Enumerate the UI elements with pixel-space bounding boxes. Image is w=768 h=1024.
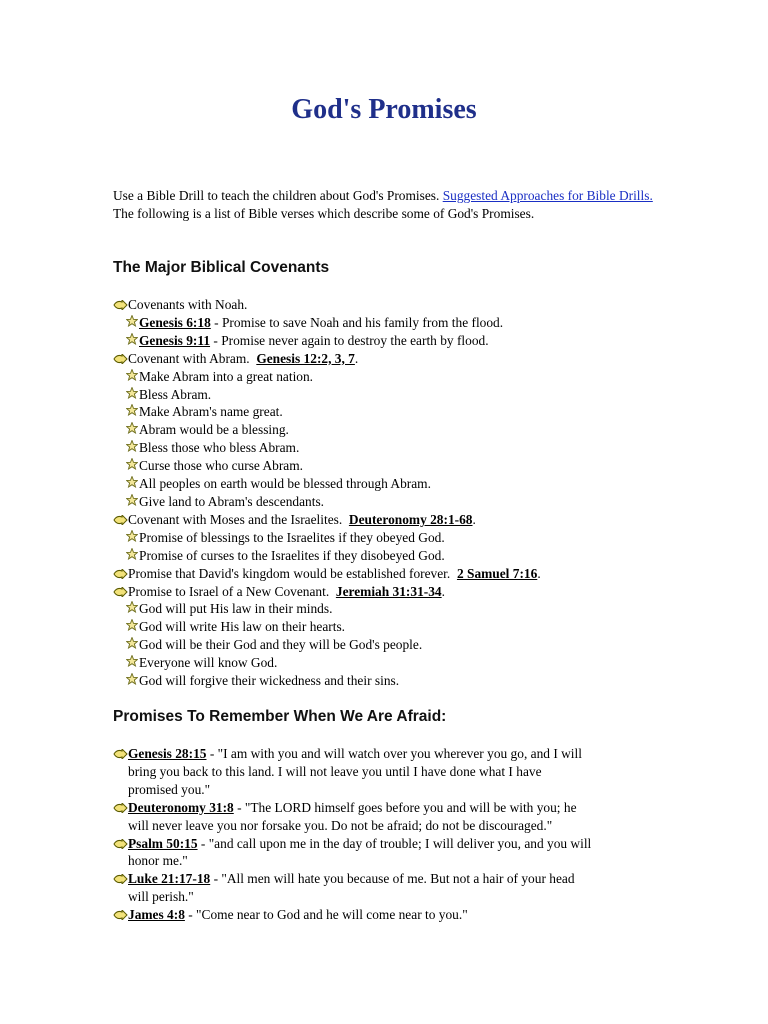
- verse-continuation: promised you.": [128, 781, 211, 797]
- verse-continuation: will perish.": [128, 889, 194, 905]
- verse-ref-link[interactable]: Jeremiah 31:31-34: [335, 583, 442, 599]
- list-item: Promise to Israel of a New Covenant. Jeremiah 31:31-34.: [113, 583, 658, 601]
- arrow-bullet-icon: [113, 354, 128, 364]
- arrow-bullet-icon: [113, 515, 128, 525]
- covenants-heading: The Major Biblical Covenants: [113, 259, 330, 276]
- list-item: Covenant with Abram. Genesis 12:2, 3, 7.: [113, 350, 658, 368]
- list-item: God will be their God and they will be God's people.: [113, 636, 658, 654]
- list-item: Genesis 9:11 - Promise never again to destroy the earth by flood.: [113, 332, 658, 350]
- arrow-bullet-icon: [113, 749, 128, 759]
- arrow-bullet-icon: [113, 300, 128, 310]
- list-item: Deuteronomy 31:8 - "The LORD himself goes before you and will be with you; he: [113, 799, 658, 817]
- list-item: Genesis 28:15 - "I am with you and will watch over you wherever you go, and I will: [113, 745, 658, 763]
- star-bullet-icon: [126, 548, 138, 560]
- verse-ref-link[interactable]: Deuteronomy 28:1-68: [348, 511, 473, 527]
- intro-paragraph: [113, 187, 658, 222]
- verse-ref-link[interactable]: Psalm 50:15: [128, 835, 198, 851]
- verse-ref-link[interactable]: Genesis 12:2, 3, 7: [256, 350, 355, 366]
- verse-ref-link[interactable]: Genesis 9:11: [139, 332, 211, 348]
- list-item: God will write His law on their hearts.: [113, 618, 658, 636]
- list-item: Give land to Abram's descendants.: [113, 493, 658, 511]
- star-bullet-icon: [126, 601, 138, 613]
- list-item: Everyone will know God.: [113, 654, 658, 672]
- star-bullet-icon: [126, 440, 138, 452]
- star-bullet-icon: [126, 655, 138, 667]
- page-title: God's Promises: [291, 94, 477, 125]
- verse-ref-link[interactable]: Luke 21:17-18: [128, 871, 211, 887]
- arrow-bullet-icon: [113, 587, 128, 597]
- list-item: All peoples on earth would be blessed through Abram.: [113, 475, 658, 493]
- star-bullet-icon: [126, 619, 138, 631]
- list-item: Make Abram into a great nation.: [113, 368, 658, 386]
- list-item: Psalm 50:15 - "and call upon me in the day of trouble; I will deliver you, and you will: [113, 835, 658, 853]
- list-item: Make Abram's name great.: [113, 403, 658, 421]
- list-item: Covenant with Moses and the Israelites. Deuteronomy 28:1-68.: [113, 511, 658, 529]
- star-bullet-icon: [126, 369, 138, 381]
- list-item: Genesis 6:18 - Promise to save Noah and his family from the flood.: [113, 314, 658, 332]
- bible-drills-link[interactable]: Suggested Approaches for Bible Drills.: [442, 188, 653, 203]
- verse-continuation: bring you back to this land. I will not leave you until I have done what I have: [128, 763, 542, 779]
- star-bullet-icon: [126, 494, 138, 506]
- list-item: God will forgive their wickedness and their sins.: [113, 672, 658, 690]
- list-item: Promise of curses to the Israelites if they disobeyed God.: [113, 547, 658, 565]
- list-item: James 4:8 - "Come near to God and he will come near to you.": [113, 906, 658, 924]
- verse-ref-link[interactable]: Genesis 28:15: [128, 746, 207, 761]
- list-item: Promise of blessings to the Israelites if they obeyed God.: [113, 529, 658, 547]
- intro-text-before: Use a Bible Drill to teach the children about God's Promises.: [113, 188, 443, 203]
- star-bullet-icon: [126, 530, 138, 542]
- intro-text-after: The following is a list of Bible verses which describe some of God's Promises.: [113, 205, 535, 221]
- list-item: Luke 21:17-18 - "All men will hate you because of me. But not a hair of your head: [113, 870, 658, 888]
- star-bullet-icon: [126, 673, 138, 685]
- verse-ref-link[interactable]: Genesis 6:18: [139, 314, 211, 330]
- list-item: Covenants with Noah.: [113, 296, 658, 314]
- verse-continuation: will never leave you nor forsake you. Do not be afraid; do not be discouraged.": [128, 817, 553, 833]
- star-bullet-icon: [126, 422, 138, 434]
- list-item: Promise that David's kingdom would be established forever. 2 Samuel 7:16.: [113, 565, 658, 583]
- list-item: Bless those who bless Abram.: [113, 439, 658, 457]
- list-item: Bless Abram.: [113, 386, 658, 404]
- arrow-bullet-icon: [113, 874, 128, 884]
- star-bullet-icon: [126, 404, 138, 416]
- afraid-heading: Promises To Remember When We Are Afraid:: [113, 708, 447, 725]
- verse-ref-link[interactable]: 2 Samuel 7:16: [456, 565, 538, 581]
- star-bullet-icon: [126, 387, 138, 399]
- star-bullet-icon: [126, 637, 138, 649]
- verse-ref-link[interactable]: Deuteronomy 31:8: [128, 799, 234, 815]
- afraid-verses-list: [113, 745, 658, 924]
- arrow-bullet-icon: [113, 569, 128, 579]
- star-bullet-icon: [126, 315, 138, 327]
- list-item: God will put His law in their minds.: [113, 600, 658, 618]
- star-bullet-icon: [126, 333, 138, 345]
- list-item: Curse those who curse Abram.: [113, 457, 658, 475]
- verse-continuation: honor me.": [128, 853, 188, 869]
- arrow-bullet-icon: [113, 839, 128, 849]
- covenants-list: [113, 296, 658, 690]
- verse-ref-link[interactable]: James 4:8: [128, 907, 185, 923]
- star-bullet-icon: [126, 458, 138, 470]
- star-bullet-icon: [126, 476, 138, 488]
- arrow-bullet-icon: [113, 803, 128, 813]
- arrow-bullet-icon: [113, 910, 128, 920]
- list-item: Abram would be a blessing.: [113, 421, 658, 439]
